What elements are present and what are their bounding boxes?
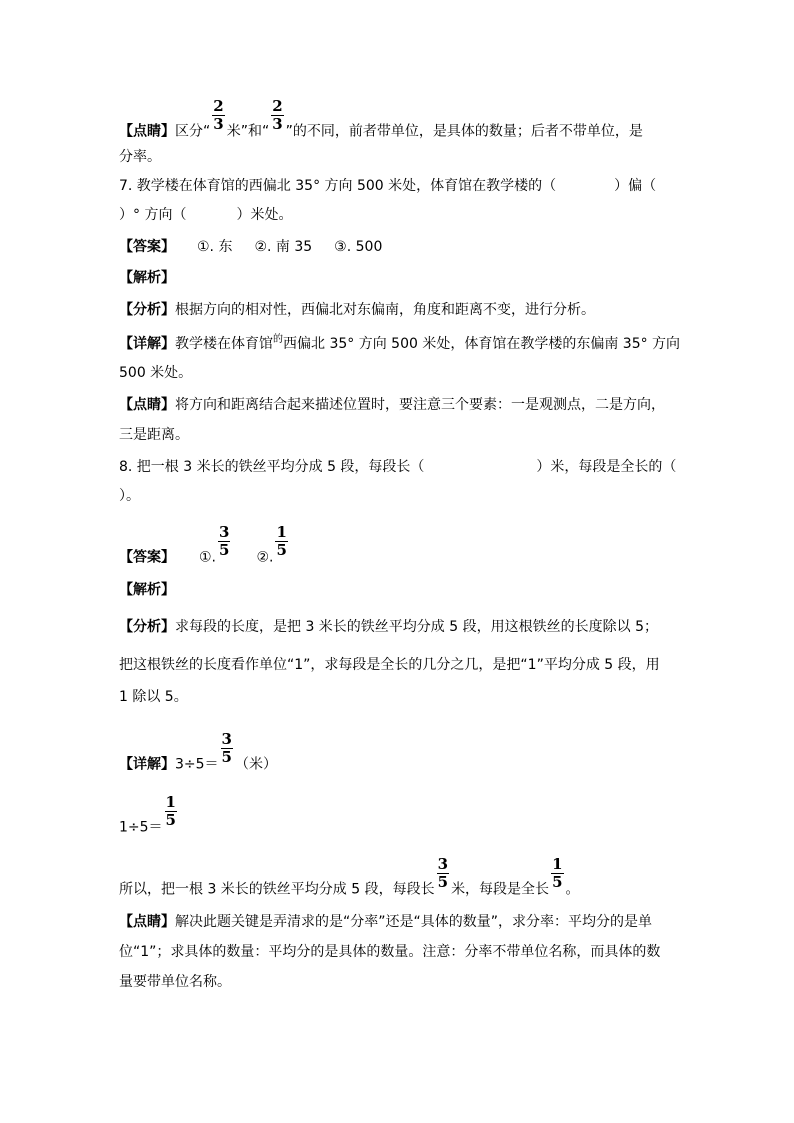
q8-answer: 【答案】 ①. $\frac{3}{5}$ ②. $\frac{1}{5}$ bbox=[119, 523, 287, 566]
q7-question-line-2: ）° 方向（ ）米处。 bbox=[119, 207, 293, 223]
q8-xiangjie-line-1: 【详解】3÷5＝ $\frac{3}{5}$ （米） bbox=[119, 730, 277, 773]
q8-tip-line-3: 量要带单位名称。 bbox=[119, 974, 231, 990]
fraction-3-5: $\frac{3}{5}$ bbox=[219, 523, 230, 559]
q7-tip-line-1: 【点睛】将方向和距离结合起来描述位置时，要注意三个要素：一是观测点，二是方向， bbox=[119, 397, 665, 413]
fraction-3-5: $\frac{3}{5}$ bbox=[221, 730, 232, 766]
fraction-1-5: $\frac{1}{5}$ bbox=[552, 855, 563, 891]
fraction-1-5: $\frac{1}{5}$ bbox=[165, 793, 176, 829]
q8-question-line-2: ）。 bbox=[119, 488, 140, 504]
q7-xiangjie-line-2: 500 米处。 bbox=[119, 365, 193, 381]
q6-tip-line-1: 【点睛】区分“ $\frac{2}{3}$ 米”和“ $\frac{2}{3}$ ”的不同，前者带单位，是具体的数量；后者不带单位，是 bbox=[119, 97, 643, 140]
q7-tip-line-2: 三是距离。 bbox=[119, 427, 189, 443]
q7-question-line-1: 7. 教学楼在体育馆的西偏北 35° 方向 500 米处，体育馆在教学楼的（ ）偏（ bbox=[119, 178, 657, 194]
q8-fenxi-line-3: 1 除以 5。 bbox=[119, 689, 188, 705]
q8-fenxi-line-1: 【分析】求每段的长度，是把 3 米长的铁丝平均分成 5 段，用这根铁丝的长度除以 5； bbox=[119, 619, 658, 635]
q8-fenxi-line-2: 把这根铁丝的长度看作单位“1”，求每段是全长的几分之几，是把“1”平均分成 5 段，用 bbox=[119, 657, 660, 673]
q8-jiexi-heading: 【解析】 bbox=[119, 582, 175, 598]
fraction-1-5: $\frac{1}{5}$ bbox=[276, 523, 287, 559]
q7-answer: 【答案】 ①. 东 ②. 南 35 ③. 500 bbox=[119, 239, 383, 255]
q8-question-line-1: 8. 把一根 3 米长的铁丝平均分成 5 段，每段长（ ）米，每段是全长的（ bbox=[119, 459, 677, 475]
q8-tip-line-1: 【点睛】解决此题关键是弄清求的是“分率”还是“具体的数量”，求分率：平均分的是单 bbox=[119, 914, 653, 930]
fraction-2-3: $\frac{2}{3}$ bbox=[213, 97, 224, 133]
q7-jiexi-heading: 【解析】 bbox=[119, 270, 175, 286]
fraction-2-3: $\frac{2}{3}$ bbox=[272, 97, 283, 133]
q8-conclusion: 所以，把一根 3 米长的铁丝平均分成 5 段，每段长 $\frac{3}{5}$ 米，每段是全长 $\frac{1}{5}$ 。 bbox=[119, 855, 580, 898]
q6-tip-line-2: 分率。 bbox=[119, 149, 161, 165]
q7-fenxi: 【分析】根据方向的相对性，西偏北对东偏南，角度和距离不变，进行分析。 bbox=[119, 302, 595, 318]
q8-tip-line-2: 位“1”；求具体的数量：平均分的是具体的数量。注意：分率不带单位名称，而具体的数 bbox=[119, 944, 661, 960]
fraction-3-5: $\frac{3}{5}$ bbox=[437, 855, 449, 891]
q7-xiangjie-line-1: 【详解】教学楼在体育馆$^的$西偏北 35° 方向 500 米处，体育馆在教学楼的东偏南 35° 方向 bbox=[119, 334, 681, 352]
q8-xiangjie-line-2: 1÷5＝ $\frac{1}{5}$ bbox=[119, 793, 176, 836]
